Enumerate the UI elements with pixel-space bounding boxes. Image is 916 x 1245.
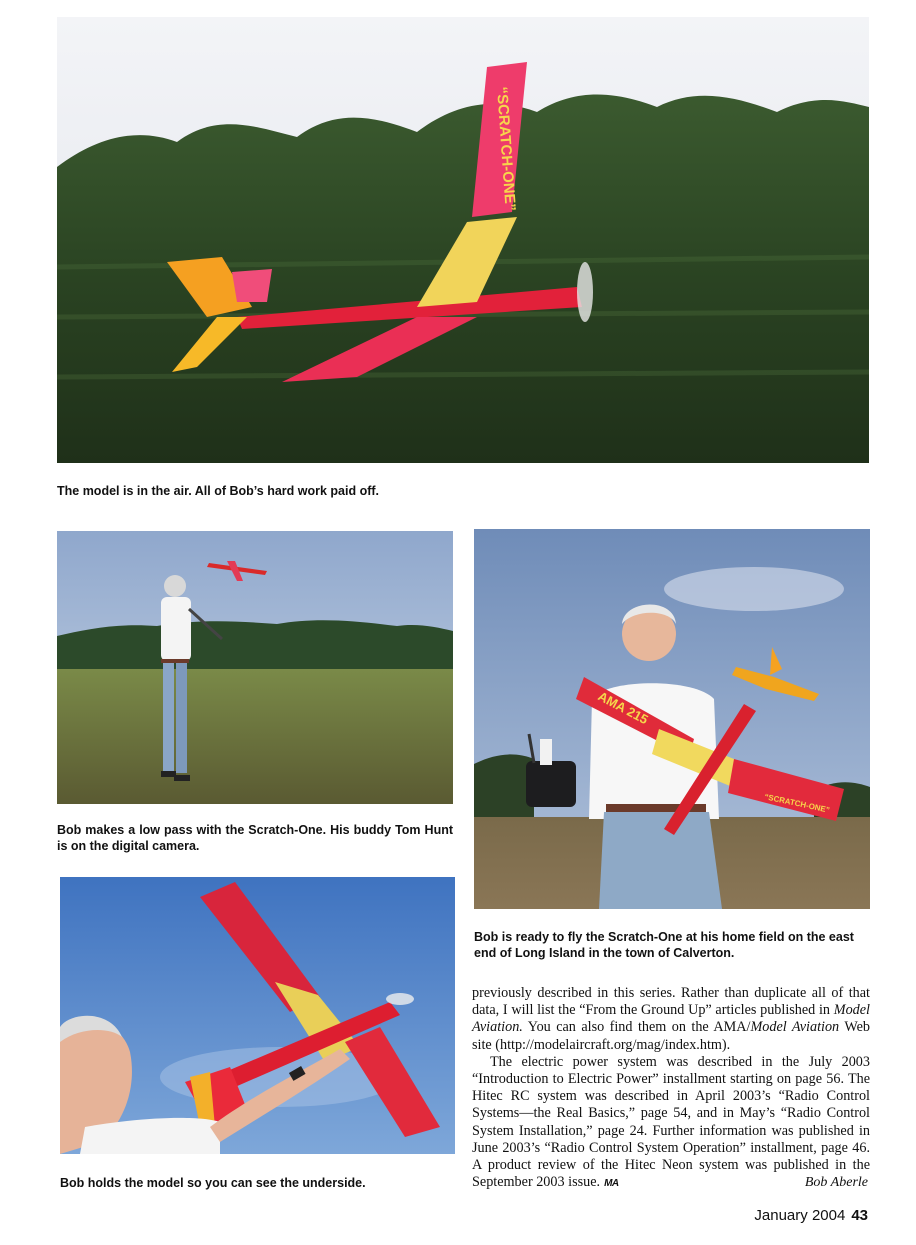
wing-text-left: AMA 215 — [595, 688, 651, 728]
underside-caption: Bob holds the model so you can see the underside. — [60, 1176, 366, 1190]
underside-photo — [60, 877, 455, 1154]
issue-date: January 2004 — [754, 1207, 846, 1224]
wing-text: “SCRATCH-ONE” — [493, 86, 519, 212]
p1-emphasis-2: Model Aviation — [750, 1019, 840, 1036]
p1-emphasis-1: Model Aviation. — [472, 1002, 870, 1036]
p1-text-b: You can also find them on the AMA/ — [522, 1019, 751, 1036]
ready-caption: Bob is ready to fly the Scratch-One at his home field on the east end of Long Island in the town of Calverton. — [474, 930, 854, 960]
p1-text-a: previously described in this series. Rather than duplicate all of that data, I will list the “From the Ground Up” articles published in — [472, 985, 870, 1019]
ready-photo — [474, 529, 870, 909]
end-mark: MA — [604, 1178, 619, 1190]
article-paragraph-1 — [472, 985, 870, 1054]
p2-text: The electric power system was described in the July 2003 “Introduction to Electric Power” installment starting on page 56. The Hitec RC system was described in April 2003’s “Radio Control Systems—the Real Basics,” page 54, and in May’s “Radio Control System Installation,” page 24. Further information was published in June 2003’s “Radio Control System Operation” installment, page 46. A product review of the Hitec Neon system was published in the September 2003 issue. — [472, 1053, 870, 1191]
article-body — [472, 985, 870, 1192]
page-footer — [754, 1207, 868, 1224]
author-byline: Bob Aberle — [804, 1175, 868, 1190]
page-number: 43 — [851, 1207, 868, 1224]
flight-caption: The model is in the air. All of Bob’s hard work paid off. — [57, 484, 380, 498]
flight-photo — [57, 17, 869, 463]
low-pass-caption: Bob makes a low pass with the Scratch-One. His buddy Tom Hunt is on the digital camera. — [57, 823, 453, 853]
article-paragraph-2 — [472, 1054, 870, 1193]
low-pass-photo — [57, 531, 453, 804]
p1-text-c: Web site (http://modelaircraft.org/mag/index.htm). — [472, 1019, 870, 1053]
wing-text-right: “SCRATCH-ONE” — [763, 792, 831, 815]
